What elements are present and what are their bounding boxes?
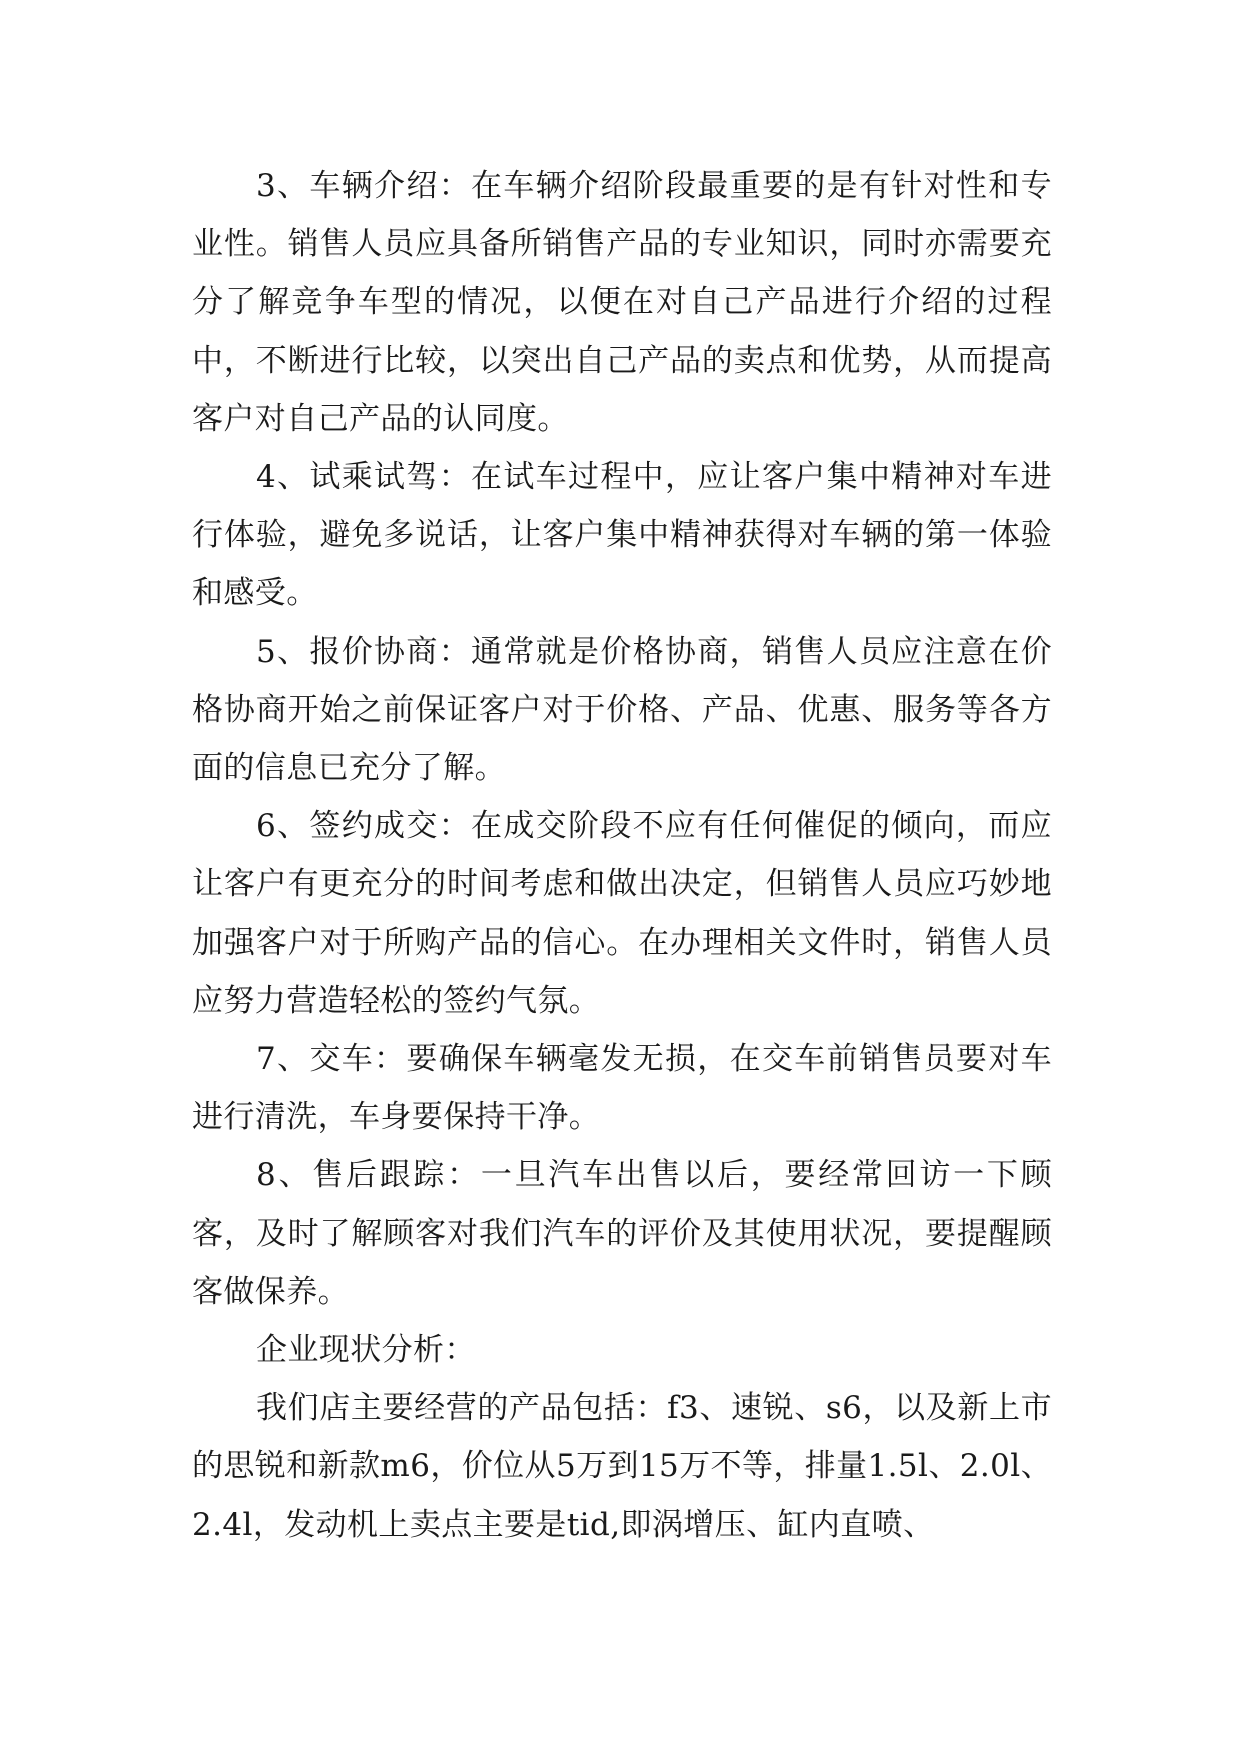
paragraph-products: 我们店主要经营的产品包括：f3、速锐、s6，以及新上市的思锐和新款m6，价位从5万到15万不等，排量1.5l、2.0l、2.4l，发动机上卖点主要是tid,即涡增压、缸内直喷、: [192, 1390, 1052, 1543]
section-heading-company-status: 企业现状分析：: [256, 1332, 476, 1369]
paragraph-test-drive: 4、试乘试驾：在试车过程中，应让客户集中精神对车进行体验，避免多说话，让客户集中精神获得对车辆的第一体验和感受。: [192, 459, 1052, 612]
paragraph-after-sales-tracking: 8、售后跟踪：一旦汽车出售以后，要经常回访一下顾客，及时了解顾客对我们汽车的评价及其使用状况，要提醒顾客做保养。: [192, 1157, 1052, 1310]
paragraph-vehicle-introduction: 3、车辆介绍：在车辆介绍阶段最重要的是有针对性和专业性。销售人员应具备所销售产品的专业知识，同时亦需要充分了解竞争车型的情况，以便在对自己产品进行介绍的过程中，不断进行比较，以突出自己产品的卖点和优势，从而提高客户对自己产品的认同度。: [192, 168, 1052, 437]
paragraph-vehicle-delivery: 7、交车：要确保车辆毫发无损，在交车前销售员要对车进行清洗，车身要保持干净。: [192, 1041, 1052, 1136]
paragraph-price-negotiation: 5、报价协商：通常就是价格协商，销售人员应注意在价格协商开始之前保证客户对于价格、产品、优惠、服务等各方面的信息已充分了解。: [192, 633, 1052, 787]
document-body: [192, 157, 1052, 1554]
paragraph-signing-deal: 6、签约成交：在成交阶段不应有任何催促的倾向，而应让客户有更充分的时间考虑和做出决定，但销售人员应巧妙地加强客户对于所购产品的信心。在办理相关文件时，销售人员应努力营造轻松的签约气氛。: [192, 808, 1052, 1019]
